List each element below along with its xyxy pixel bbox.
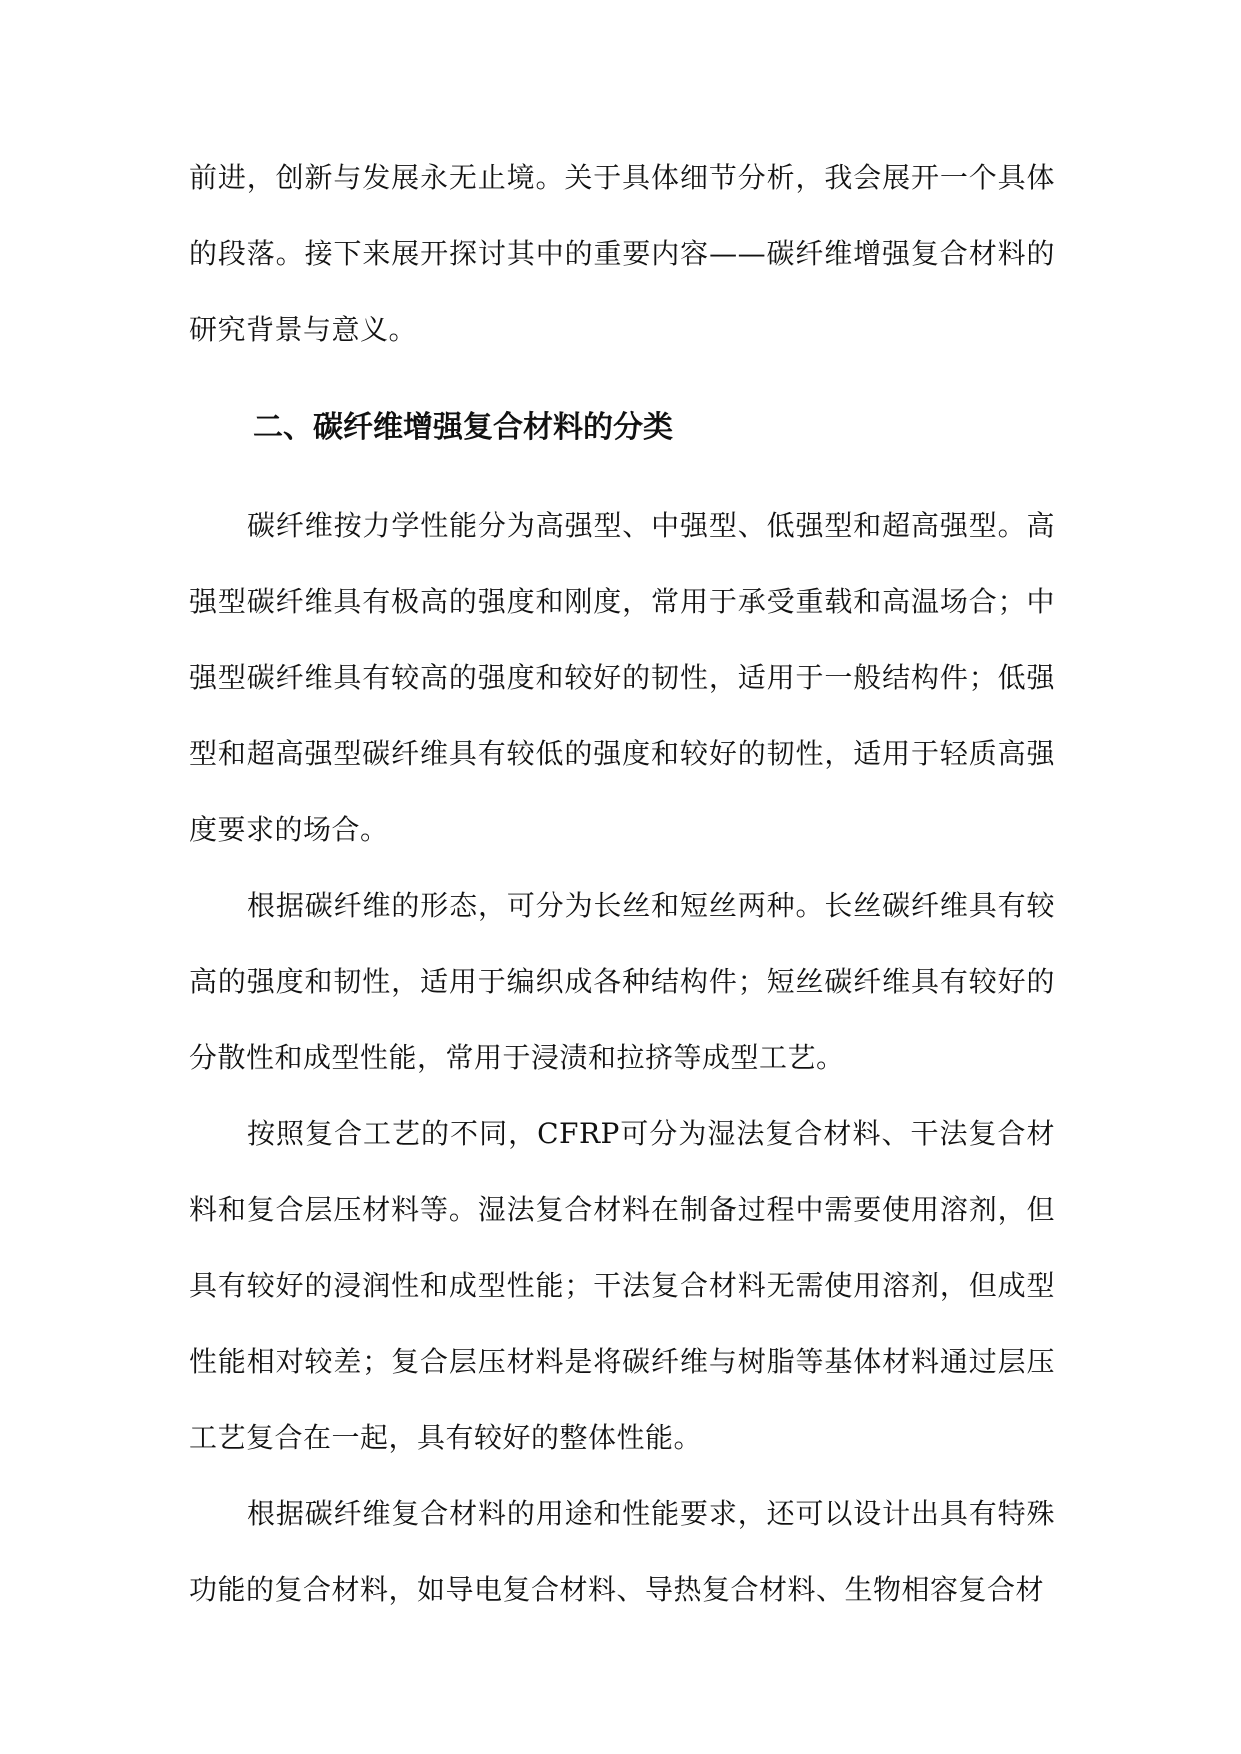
paragraph-function-classification: 根据碳纤维复合材料的用途和性能要求，还可以设计出具有特殊功能的复合材料，如导电复合材料、导热复合材料、生物相容复合材 [189, 1497, 1055, 1606]
intro-paragraph: 前进，创新与发展永无止境。关于具体细节分析，我会展开一个具体的段落。接下来展开探讨其中的重要内容——碳纤维增强复合材料的研究背景与意义。 [189, 161, 1055, 346]
paragraph-mechanical-classification: 碳纤维按力学性能分为高强型、中强型、低强型和超高强型。高强型碳纤维具有极高的强度和刚度，常用于承受重载和高温场合；中强型碳纤维具有较高的强度和较好的韧性，适用于一般结构件；低强型和超高强型碳纤维具有较低的强度和较好的韧性，适用于轻质高强度要求的场合。 [189, 509, 1055, 846]
spacer [189, 368, 1055, 408]
body-text-column [189, 140, 1055, 1628]
paragraph-form-classification: 根据碳纤维的形态，可分为长丝和短丝两种。长丝碳纤维具有较高的强度和韧性，适用于编织成各种结构件；短丝碳纤维具有较好的分散性和成型性能，常用于浸渍和拉挤等成型工艺。 [189, 889, 1055, 1074]
paragraph-process-classification: 按照复合工艺的不同，CFRP可分为湿法复合材料、干法复合材料和复合层压材料等。湿法复合材料在制备过程中需要使用溶剂，但具有较好的浸润性和成型性能；干法复合材料无需使用溶剂，但成型性能相对较差；复合层压材料是将碳纤维与树脂等基体材料通过层压工艺复合在一起，具有较好的整体性能。 [189, 1117, 1055, 1454]
spacer [189, 448, 1055, 488]
section-heading: 二、碳纤维增强复合材料的分类 [253, 410, 673, 445]
